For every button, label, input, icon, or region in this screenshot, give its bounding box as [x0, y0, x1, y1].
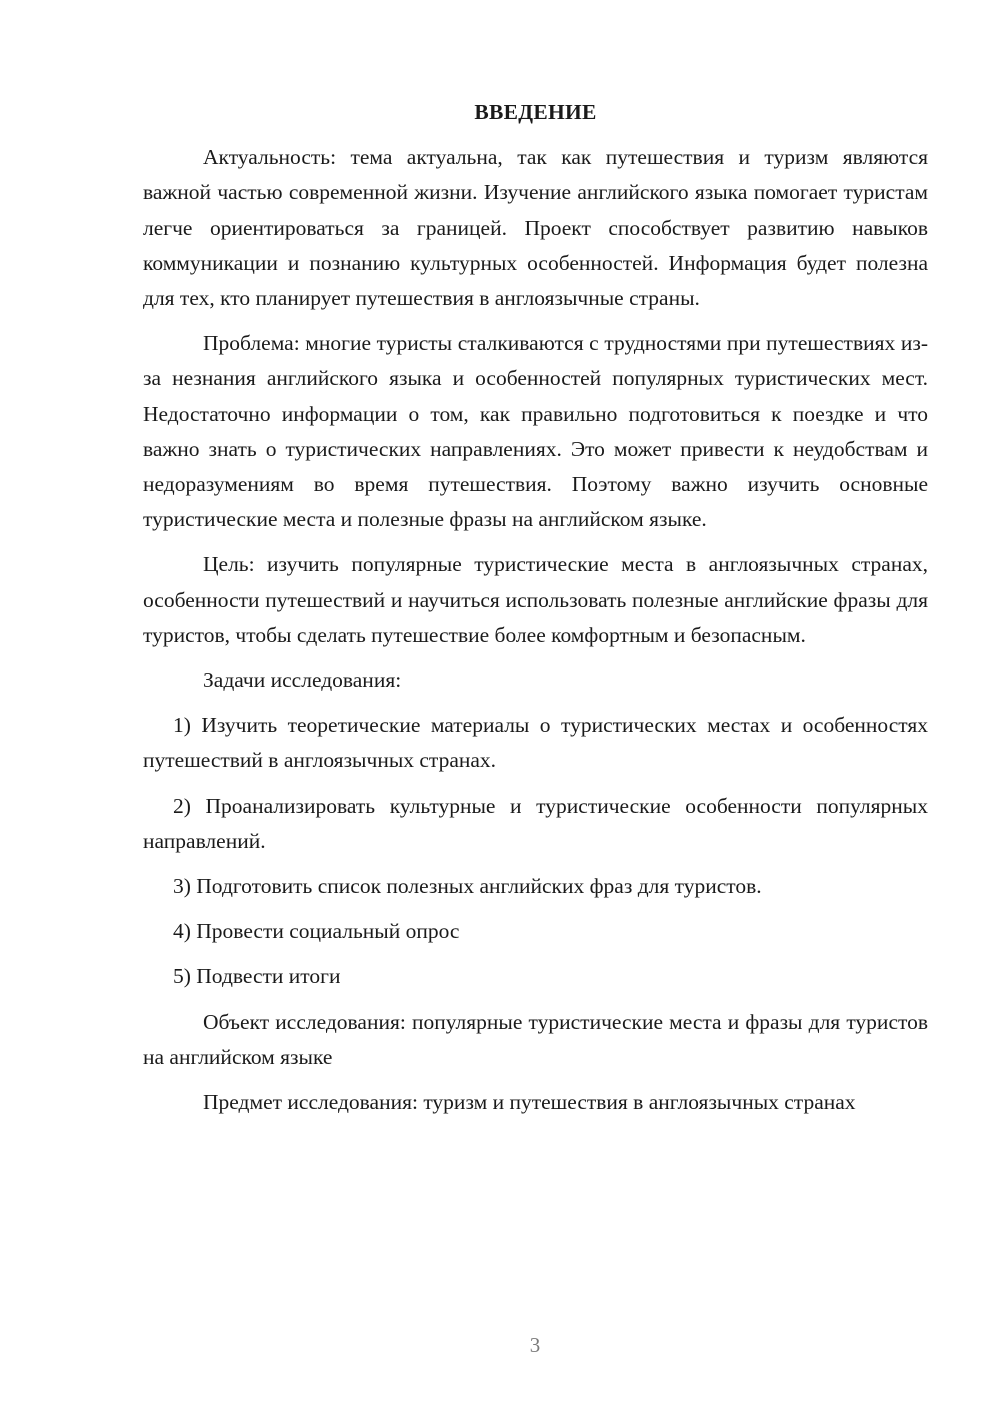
page-number: 3 [529, 1333, 541, 1357]
tasks-heading: Задачи исследования: [203, 668, 402, 693]
section-title: ВВЕДЕНИЕ [474, 100, 597, 124]
subject-paragraph: Предмет исследования: туризм и путешествия в англоязычных странах [203, 1090, 856, 1115]
task-item: 4) Провести социальный опрос [173, 919, 460, 944]
object-paragraph: Объект исследования: популярные туристические места и фразы для туристов на английском языке [143, 1009, 928, 1069]
task-item: 5) Подвести итоги [173, 964, 341, 989]
task-item: 1) Изучить теоретические материалы о туристических местах и особенностях путешествий в англоязычных странах. [143, 713, 928, 773]
problem-paragraph: Проблема: многие туристы сталкиваются с трудностями при путешествиях из-за незнания английского языка и особенностей популярных туристических мест. Недостаточно информации о том, как правильно подготовиться к поездке и что важно знать о туристических направлениях. Это может привести к неудобствам и недоразумениям во время путешествия. Поэтому важно изучить основные туристические места и полезные фразы на английском языке. [143, 331, 928, 532]
goal-paragraph: Цель: изучить популярные туристические места в англоязычных странах, особенности путешествий и научиться использовать полезные английские фразы для туристов, чтобы сделать путешествие более комфортным и безопасным. [143, 552, 928, 647]
relevance-paragraph: Актуальность: тема актуальна, так как путешествия и туризм являются важной частью современной жизни. Изучение английского языка помогает туристам легче ориентироваться за границей. Проект способствует развитию навыков коммуникации и познанию культурных особенностей. Информация будет полезна для тех, кто планирует путешествия в англоязычные страны. [143, 145, 928, 311]
task-item: 2) Проанализировать культурные и туристические особенности популярных направлений. [143, 793, 928, 853]
page-content [143, 95, 928, 1130]
task-item: 3) Подготовить список полезных английских фраз для туристов. [173, 874, 762, 899]
